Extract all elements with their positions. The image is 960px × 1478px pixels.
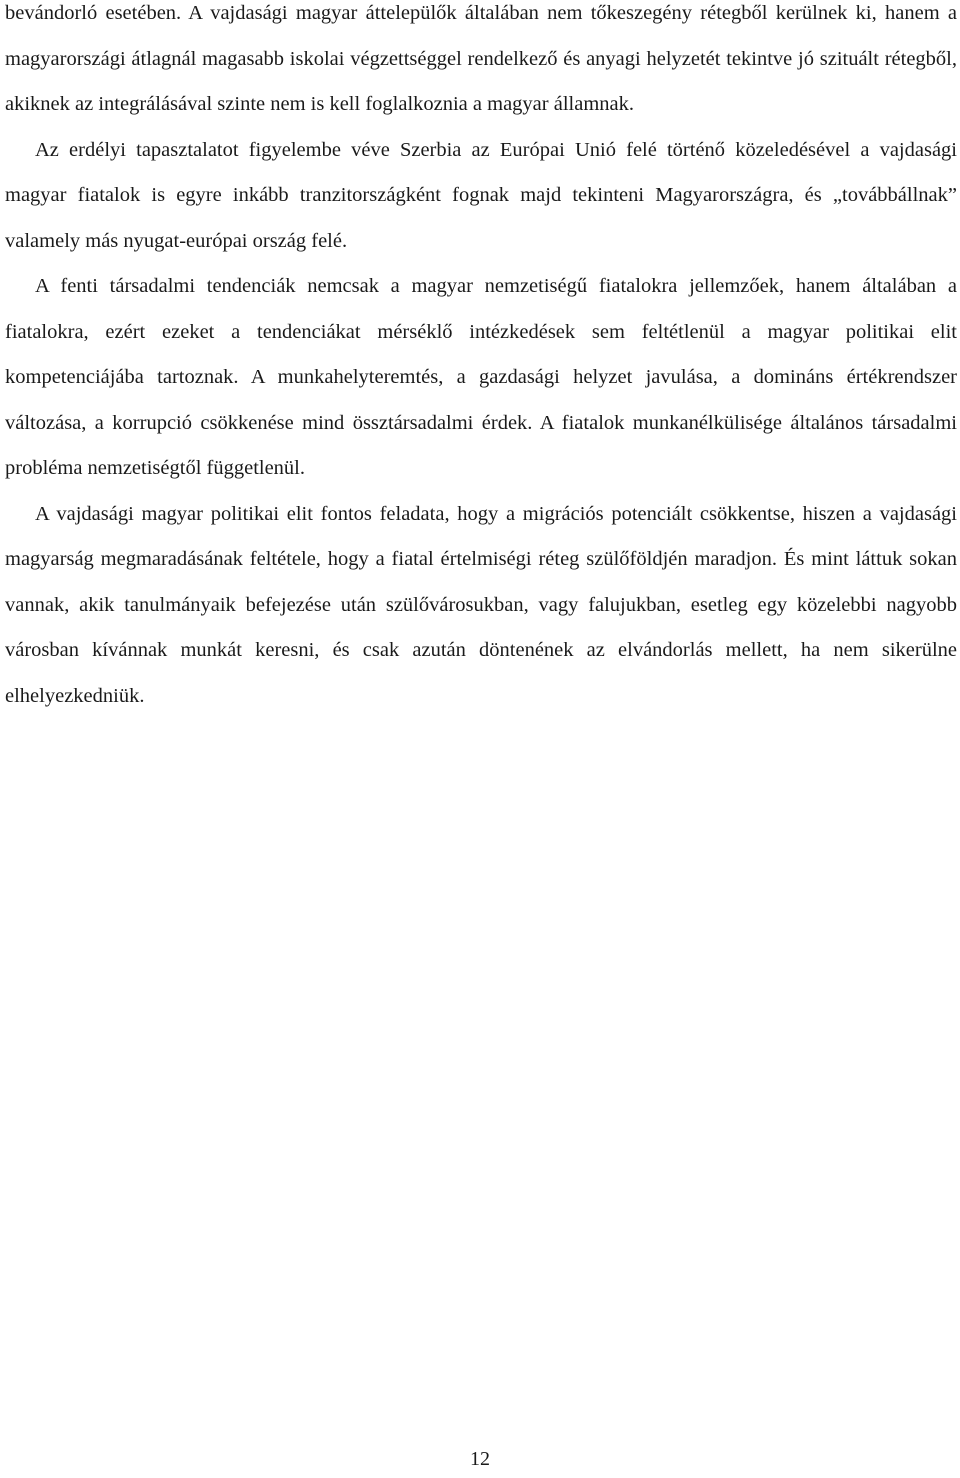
page-number: 12 <box>470 1448 490 1470</box>
paragraph-2: Az erdélyi tapasztalatot figyelembe véve Szerbia az Európai Unió felé történő közeledésével a vajdasági magyar fiatalok is egyre inkább tranzitországként fognak majd tekinteni Magyarországra, és „továbbállnak” valamely más nyugat-európai ország felé. <box>5 138 957 252</box>
paragraph-4: A vajdasági magyar politikai elit fontos feladata, hogy a migrációs potenciált csökkentse, hiszen a vajdasági magyarság megmaradásának feltétele, hogy a fiatal értelmiségi réteg szülőföldjén maradjon. És mint láttuk sokan vannak, akik tanulmányaik befejezése után szülővárosukban, vagy falujukban, esetleg egy közelebbi nagyobb városban kívánnak munkát keresni, és csak azután döntenének az elvándorlás mellett, ha nem sikerülne elhelyezkedniük. <box>5 502 957 707</box>
document-page <box>5 0 957 719</box>
paragraph-1: bevándorló esetében. A vajdasági magyar áttelepülők általában nem tőkeszegény rétegből kerülnek ki, hanem a magyarországi átlagnál magasabb iskolai végzettséggel rendelkező és anyagi helyzetét tekintve jó szituált rétegből, akiknek az integrálásával szinte nem is kell foglalkoznia a magyar államnak. <box>5 2 957 115</box>
paragraph-3: A fenti társadalmi tendenciák nemcsak a magyar nemzetiségű fiatalokra jellemzőek, hanem általában a fiatalokra, ezért ezeket a tendenciákat mérséklő intézkedések sem feltétlenül a magyar politikai elit kompetenciájába tartoznak. A munkahelyteremtés, a gazdasági helyzet javulása, a domináns értékrendszer változása, a korrupció csökkenése mind össztársadalmi érdek. A fiatalok munkanélkülisége általános társadalmi probléma nemzetiségtől függetlenül. <box>5 275 957 479</box>
